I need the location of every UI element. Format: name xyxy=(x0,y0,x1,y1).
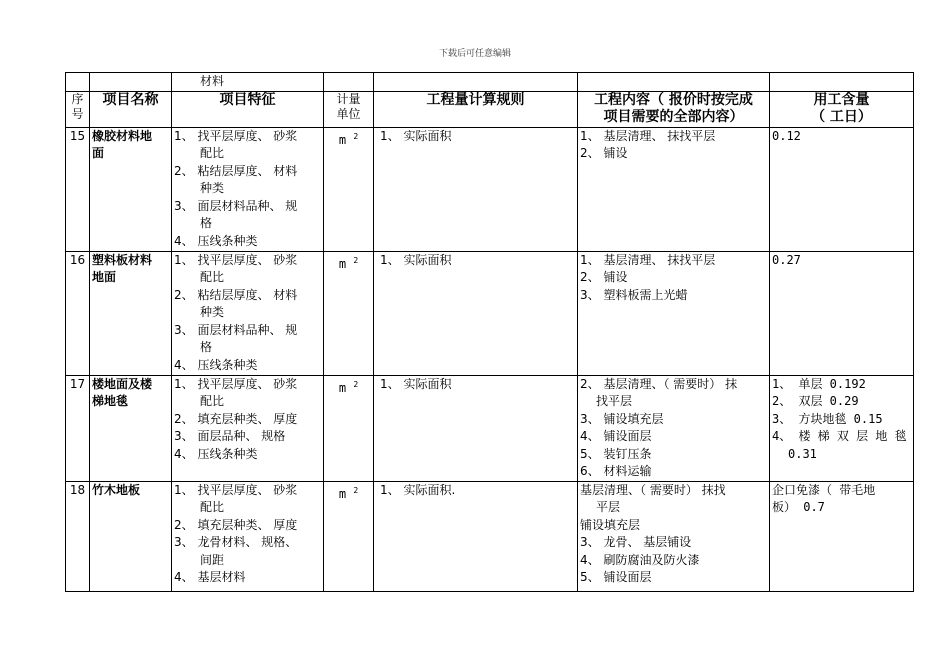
table-row xyxy=(66,127,914,251)
row-content: 1、 基层清理、 抹找平层 2、 铺设 xyxy=(578,127,770,251)
row-features: 1、 找平层厚度、 砂浆 配比 2、 粘结层厚度、 材料 种类 3、 面层材料品种、 规 格 4、 压线条种类 xyxy=(172,251,324,375)
row-item-name: 橡胶材料地 面 xyxy=(90,127,172,251)
row-features: 1、 找平层厚度、 砂浆 配比 2、 填充层种类、 厚度 3、 面层品种、 规格 4、 压线条种类 xyxy=(172,375,324,481)
table-top-row xyxy=(66,73,914,92)
header-name: 项目名称 xyxy=(90,91,172,127)
row-rule: 1、 实际面积 xyxy=(374,127,578,251)
row-content: 基层清理、（ 需要时） 抹找 平层 铺设填充层 3、 龙骨、 基层铺设 4、 刷防腐油及防火漆 5、 铺设面层 xyxy=(578,481,770,591)
bill-of-quantities-table xyxy=(65,72,914,592)
table-row xyxy=(66,481,914,591)
unit-symbol: m xyxy=(338,256,347,271)
row-labor: 0.12 xyxy=(770,127,914,251)
header-rule: 工程量计算规则 xyxy=(374,91,578,127)
table-body xyxy=(66,127,914,591)
header-content: 工程内容（ 报价时按完成 项目需要的全部内容） xyxy=(578,91,770,127)
row-unit xyxy=(324,375,374,481)
unit-symbol: m xyxy=(338,132,347,147)
row-item-name: 楼地面及楼 梯地毯 xyxy=(90,375,172,481)
unit-symbol: m xyxy=(338,380,347,395)
unit-exponent: 2 xyxy=(353,485,359,495)
unit-symbol: m xyxy=(338,486,347,501)
row-unit xyxy=(324,127,374,251)
table-header-row xyxy=(66,91,914,127)
header-labor: 用工含量 （ 工日） xyxy=(770,91,914,127)
row-seq: 16 xyxy=(66,251,90,375)
row-labor: 企口免漆（ 带毛地 板） 0.7 xyxy=(770,481,914,591)
row-rule: 1、 实际面积 xyxy=(374,375,578,481)
row-labor: 0.27 xyxy=(770,251,914,375)
row-seq: 17 xyxy=(66,375,90,481)
row-features: 1、 找平层厚度、 砂浆 配比 2、 填充层种类、 厚度 3、 龙骨材料、 规格、 间距 4、 基层材料 xyxy=(172,481,324,591)
unit-exponent: 2 xyxy=(353,255,359,265)
row-labor: 1、 单层 0.192 2、 双层 0.29 3、 方块地毯 0.15 4、 楼 梯 双 层 地 毯 0.31 xyxy=(770,375,914,481)
row-rule: 1、 实际面积 xyxy=(374,251,578,375)
top-row-feature: 材料 xyxy=(172,73,324,92)
header-seq: 序 号 xyxy=(66,91,90,127)
row-seq: 18 xyxy=(66,481,90,591)
row-rule: 1、 实际面积. xyxy=(374,481,578,591)
unit-exponent: 2 xyxy=(353,131,359,141)
header-feature: 项目特征 xyxy=(172,91,324,127)
row-item-name: 竹木地板 xyxy=(90,481,172,591)
table-row xyxy=(66,251,914,375)
header-unit: 计量 单位 xyxy=(324,91,374,127)
row-item-name: 塑料板材料 地面 xyxy=(90,251,172,375)
row-seq: 15 xyxy=(66,127,90,251)
row-content: 1、 基层清理、 抹找平层 2、 铺设 3、 塑料板需上光蜡 xyxy=(578,251,770,375)
table-row xyxy=(66,375,914,481)
row-content: 2、 基层清理、（ 需要时） 抹 找平层 3、 铺设填充层 4、 铺设面层 5、 装钉压条 6、 材料运输 xyxy=(578,375,770,481)
row-features: 1、 找平层厚度、 砂浆 配比 2、 粘结层厚度、 材料 种类 3、 面层材料品种、 规 格 4、 压线条种类 xyxy=(172,127,324,251)
page-header-note: 下载后可任意编辑 xyxy=(438,49,511,59)
unit-exponent: 2 xyxy=(353,379,359,389)
row-unit xyxy=(324,481,374,591)
row-unit xyxy=(324,251,374,375)
